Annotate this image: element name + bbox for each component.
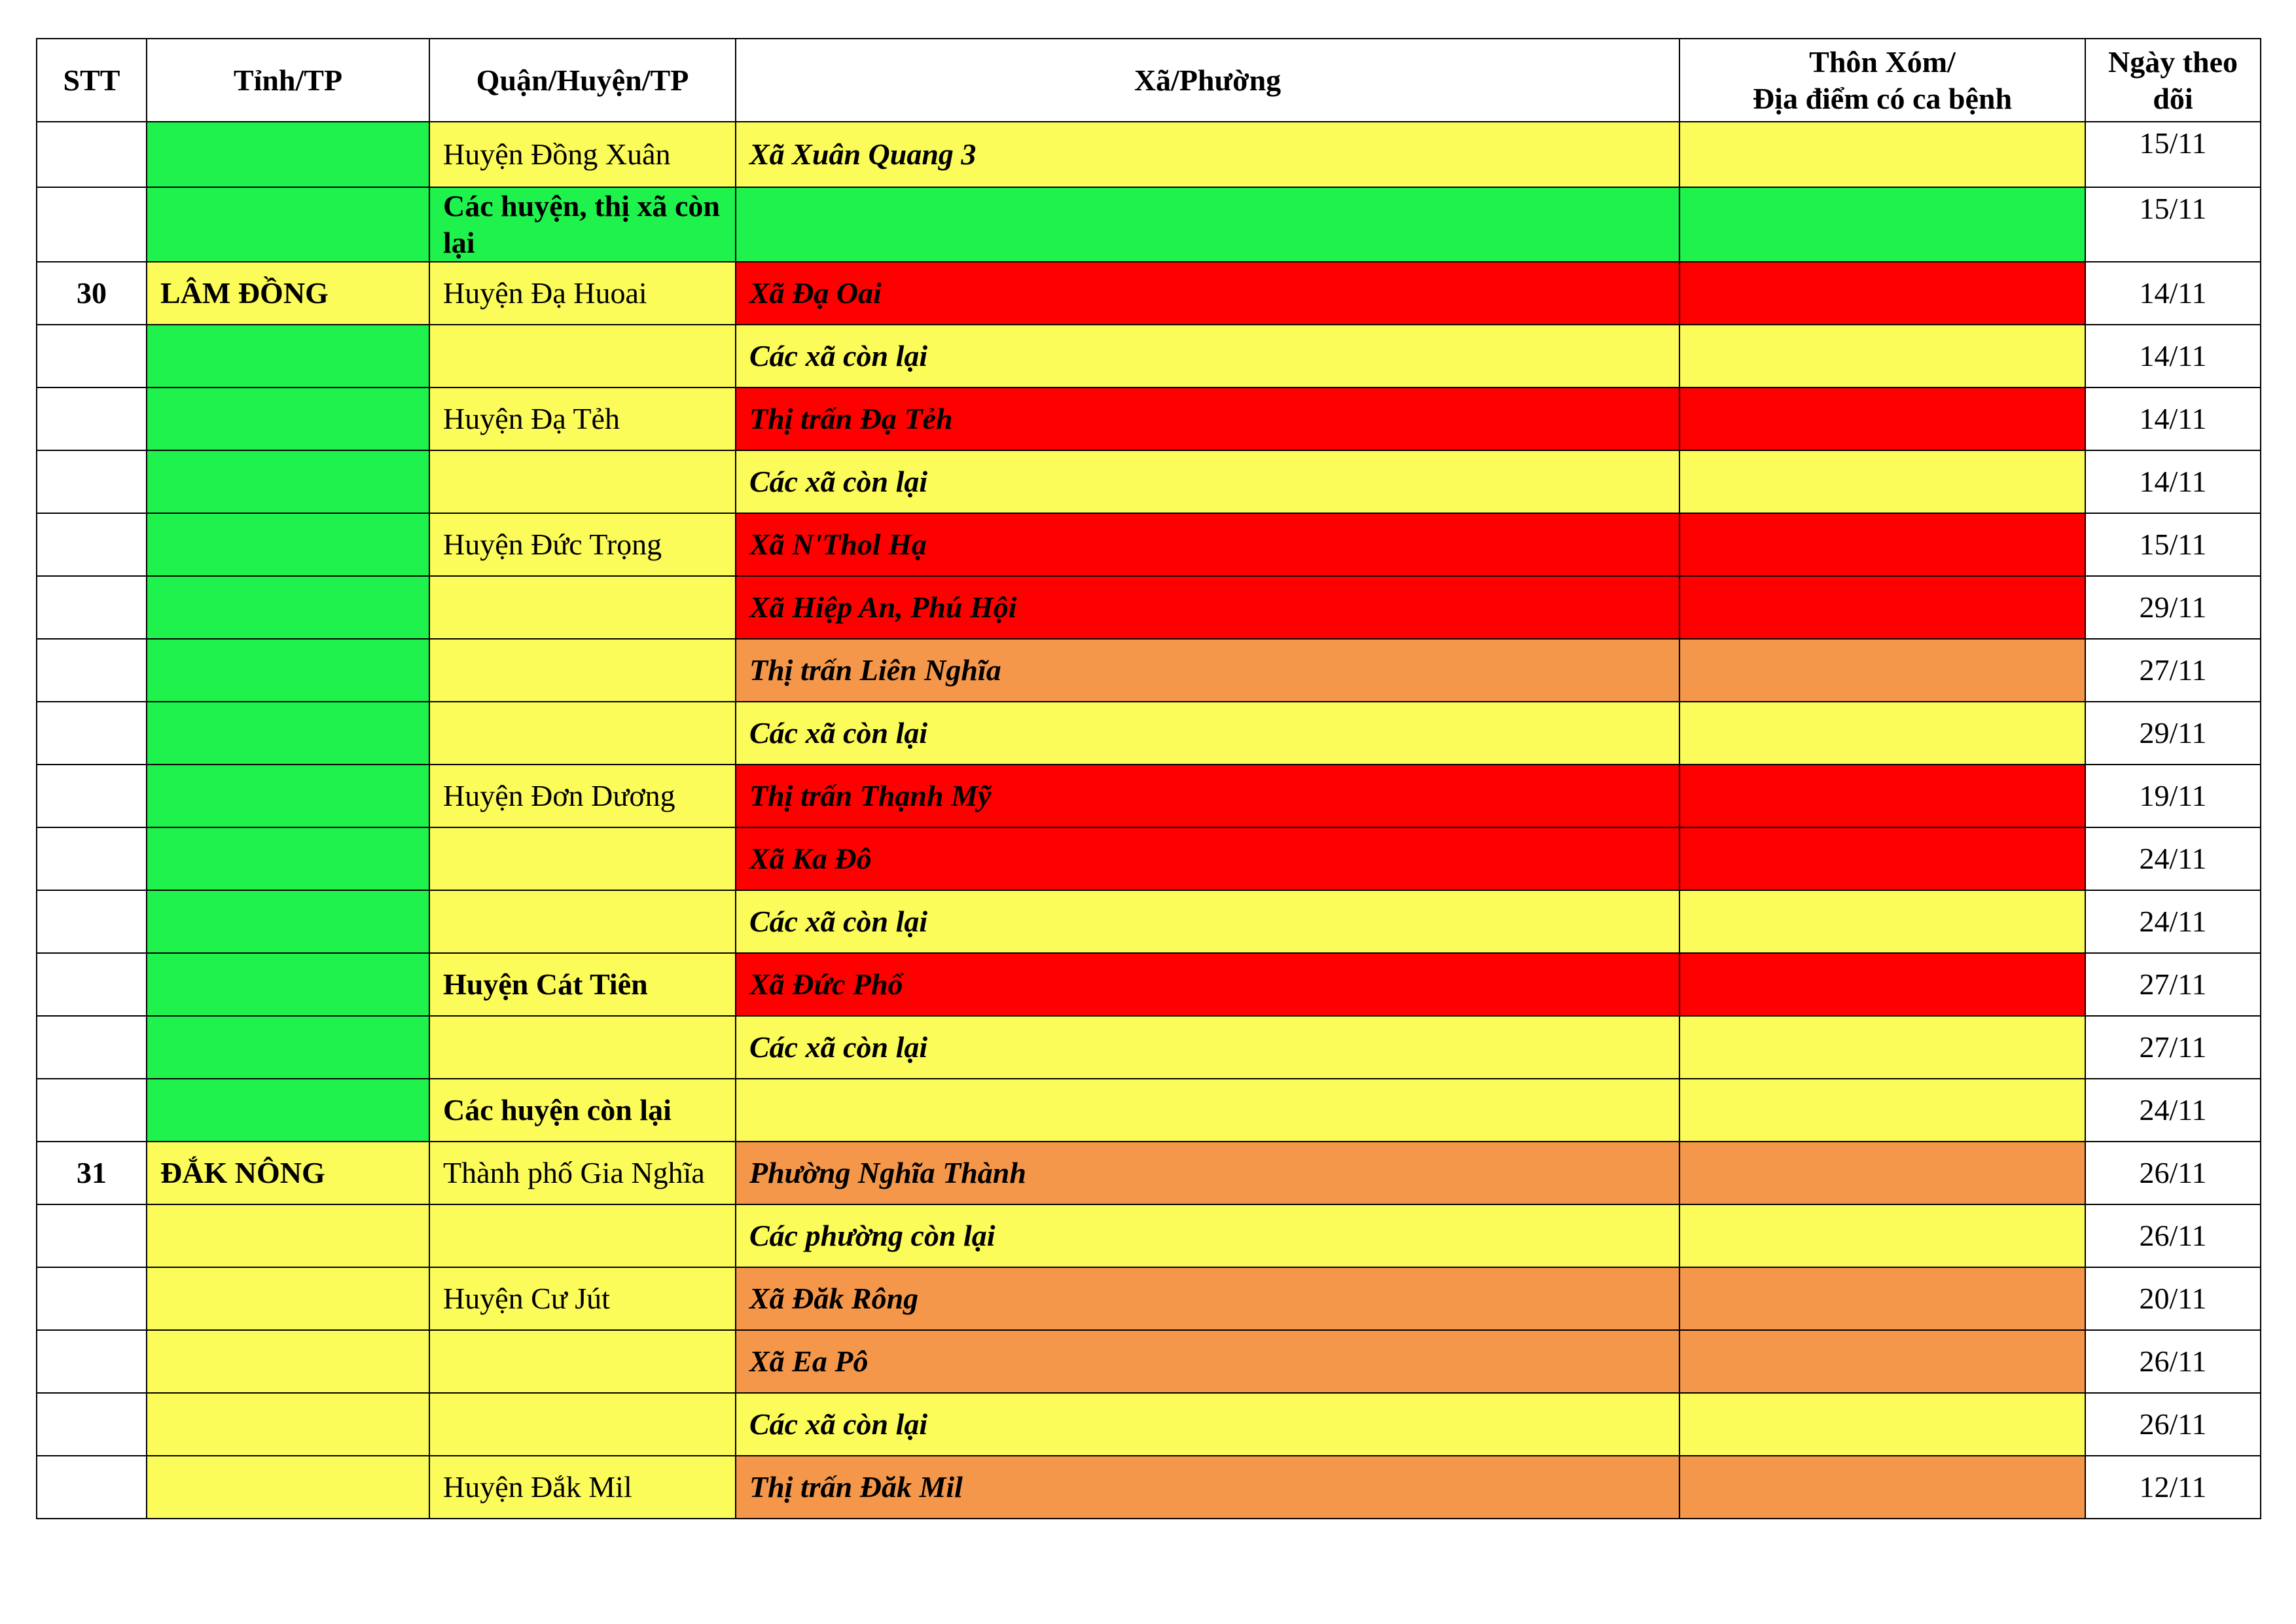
date-cell: 26/11 (2085, 1142, 2261, 1204)
stt-cell: 30 (37, 262, 147, 325)
hamlet-cell (1679, 765, 2085, 827)
province-cell (147, 576, 429, 639)
commune-cell: Xã Xuân Quang 3 (736, 122, 1679, 187)
hamlet-cell (1679, 388, 2085, 450)
commune-cell: Xã Ka Đô (736, 827, 1679, 890)
hamlet-cell (1679, 1393, 2085, 1456)
hamlet-cell (1679, 1079, 2085, 1142)
province-cell (147, 450, 429, 513)
stt-cell (37, 765, 147, 827)
commune-cell: Thị trấn Liên Nghĩa (736, 639, 1679, 702)
commune-cell: Các xã còn lại (736, 1393, 1679, 1456)
table-row (37, 262, 2261, 325)
commune-cell: Các xã còn lại (736, 325, 1679, 388)
stt-cell (37, 702, 147, 765)
province-cell (147, 122, 429, 187)
risk-level-table-page (36, 38, 2260, 1519)
district-cell (429, 639, 736, 702)
hamlet-cell (1679, 702, 2085, 765)
table-row (37, 388, 2261, 450)
header-hamlet (1679, 39, 2085, 122)
district-cell: Huyện Đồng Xuân (429, 122, 736, 187)
commune-cell: Các xã còn lại (736, 702, 1679, 765)
stt-cell (37, 1330, 147, 1393)
commune-cell: Các xã còn lại (736, 890, 1679, 953)
district-cell: Thành phố Gia Nghĩa (429, 1142, 736, 1204)
stt-cell (37, 1079, 147, 1142)
hamlet-cell (1679, 890, 2085, 953)
header-date-line1: Ngày theo (2108, 45, 2238, 79)
hamlet-cell (1679, 122, 2085, 187)
district-cell: Huyện Đơn Dương (429, 765, 736, 827)
date-cell: 20/11 (2085, 1267, 2261, 1330)
table-row (37, 513, 2261, 576)
table-row (37, 325, 2261, 388)
table-row (37, 1267, 2261, 1330)
district-cell (429, 576, 736, 639)
table-row (37, 702, 2261, 765)
province-cell (147, 765, 429, 827)
stt-cell (37, 1456, 147, 1519)
hamlet-cell (1679, 1456, 2085, 1519)
province-cell (147, 953, 429, 1016)
date-cell: 27/11 (2085, 639, 2261, 702)
hamlet-cell (1679, 450, 2085, 513)
table-row (37, 576, 2261, 639)
header-district: Quận/Huyện/TP (429, 39, 736, 122)
hamlet-cell (1679, 187, 2085, 262)
district-cell: Huyện Đạ Huoai (429, 262, 736, 325)
date-cell: 27/11 (2085, 953, 2261, 1016)
province-cell: LÂM ĐỒNG (147, 262, 429, 325)
table-row (37, 1393, 2261, 1456)
province-cell (147, 639, 429, 702)
commune-cell: Xã Đạ Oai (736, 262, 1679, 325)
header-province: Tỉnh/TP (147, 39, 429, 122)
stt-cell (37, 953, 147, 1016)
date-cell: 14/11 (2085, 450, 2261, 513)
stt-cell (37, 1204, 147, 1267)
header-stt: STT (37, 39, 147, 122)
date-cell: 24/11 (2085, 890, 2261, 953)
date-cell: 14/11 (2085, 325, 2261, 388)
table-row (37, 450, 2261, 513)
district-cell (429, 827, 736, 890)
table-row (37, 1142, 2261, 1204)
commune-cell: Xã N'Thol Hạ (736, 513, 1679, 576)
commune-cell (736, 187, 1679, 262)
date-cell: 14/11 (2085, 388, 2261, 450)
stt-cell (37, 827, 147, 890)
province-cell: ĐẮK NÔNG (147, 1142, 429, 1204)
stt-cell (37, 639, 147, 702)
district-cell: Huyện Cư Jút (429, 1267, 736, 1330)
stt-cell (37, 513, 147, 576)
header-date-line2: dõi (2153, 81, 2193, 115)
table-row (37, 1204, 2261, 1267)
commune-cell: Thị trấn Thạnh Mỹ (736, 765, 1679, 827)
province-cell (147, 890, 429, 953)
district-cell (429, 325, 736, 388)
stt-cell: 31 (37, 1142, 147, 1204)
table-row (37, 1330, 2261, 1393)
stt-cell (37, 890, 147, 953)
table-row (37, 187, 2261, 262)
date-cell: 26/11 (2085, 1393, 2261, 1456)
table-row (37, 953, 2261, 1016)
table-row (37, 1016, 2261, 1079)
district-cell: Huyện Đắk Mil (429, 1456, 736, 1519)
table-row (37, 827, 2261, 890)
date-cell: 24/11 (2085, 1079, 2261, 1142)
commune-cell: Các xã còn lại (736, 450, 1679, 513)
hamlet-cell (1679, 262, 2085, 325)
date-cell: 24/11 (2085, 827, 2261, 890)
province-cell (147, 1456, 429, 1519)
stt-cell (37, 187, 147, 262)
hamlet-cell (1679, 576, 2085, 639)
district-cell: Huyện Cát Tiên (429, 953, 736, 1016)
commune-cell: Thị trấn Đạ Tẻh (736, 388, 1679, 450)
date-cell: 27/11 (2085, 1016, 2261, 1079)
date-cell: 29/11 (2085, 702, 2261, 765)
date-cell: 19/11 (2085, 765, 2261, 827)
district-cell (429, 1393, 736, 1456)
hamlet-cell (1679, 513, 2085, 576)
province-cell (147, 1204, 429, 1267)
header-commune: Xã/Phường (736, 39, 1679, 122)
district-cell: Các huyện còn lại (429, 1079, 736, 1142)
hamlet-cell (1679, 639, 2085, 702)
commune-cell: Xã Ea Pô (736, 1330, 1679, 1393)
province-cell (147, 187, 429, 262)
stt-cell (37, 1267, 147, 1330)
hamlet-cell (1679, 1267, 2085, 1330)
commune-cell: Xã Đức Phổ (736, 953, 1679, 1016)
date-cell: 15/11 (2085, 513, 2261, 576)
district-cell (429, 1330, 736, 1393)
header-date (2085, 39, 2261, 122)
province-cell (147, 827, 429, 890)
date-cell: 29/11 (2085, 576, 2261, 639)
province-cell (147, 388, 429, 450)
hamlet-cell (1679, 1142, 2085, 1204)
hamlet-cell (1679, 1204, 2085, 1267)
table-row (37, 1456, 2261, 1519)
stt-cell (37, 122, 147, 187)
header-hamlet-line2: Địa điểm có ca bệnh (1752, 81, 2013, 115)
district-cell (429, 1204, 736, 1267)
province-cell (147, 1016, 429, 1079)
commune-cell: Xã Đăk Rông (736, 1267, 1679, 1330)
date-cell: 15/11 (2085, 122, 2261, 187)
province-cell (147, 325, 429, 388)
table-row (37, 890, 2261, 953)
district-cell (429, 702, 736, 765)
stt-cell (37, 450, 147, 513)
commune-cell: Các xã còn lại (736, 1016, 1679, 1079)
date-cell: 15/11 (2085, 187, 2261, 262)
table-row (37, 122, 2261, 187)
date-cell: 14/11 (2085, 262, 2261, 325)
province-cell (147, 702, 429, 765)
district-cell (429, 890, 736, 953)
hamlet-cell (1679, 325, 2085, 388)
risk-level-table (36, 38, 2261, 1519)
commune-cell: Thị trấn Đăk Mil (736, 1456, 1679, 1519)
district-cell: Huyện Đức Trọng (429, 513, 736, 576)
table-header-row (37, 39, 2261, 122)
district-cell: Huyện Đạ Tẻh (429, 388, 736, 450)
header-hamlet-line1: Thôn Xóm/ (1809, 45, 1956, 79)
stt-cell (37, 1016, 147, 1079)
commune-cell: Phường Nghĩa Thành (736, 1142, 1679, 1204)
hamlet-cell (1679, 827, 2085, 890)
hamlet-cell (1679, 953, 2085, 1016)
commune-cell: Các phường còn lại (736, 1204, 1679, 1267)
stt-cell (37, 576, 147, 639)
district-cell: Các huyện, thị xã còn lại (429, 187, 736, 262)
date-cell: 26/11 (2085, 1204, 2261, 1267)
province-cell (147, 513, 429, 576)
district-cell (429, 450, 736, 513)
table-row (37, 1079, 2261, 1142)
table-row (37, 639, 2261, 702)
hamlet-cell (1679, 1016, 2085, 1079)
table-row (37, 765, 2261, 827)
district-cell (429, 1016, 736, 1079)
province-cell (147, 1079, 429, 1142)
date-cell: 26/11 (2085, 1330, 2261, 1393)
commune-cell (736, 1079, 1679, 1142)
province-cell (147, 1393, 429, 1456)
commune-cell: Xã Hiệp An, Phú Hội (736, 576, 1679, 639)
date-cell: 12/11 (2085, 1456, 2261, 1519)
stt-cell (37, 388, 147, 450)
stt-cell (37, 1393, 147, 1456)
stt-cell (37, 325, 147, 388)
province-cell (147, 1330, 429, 1393)
hamlet-cell (1679, 1330, 2085, 1393)
province-cell (147, 1267, 429, 1330)
